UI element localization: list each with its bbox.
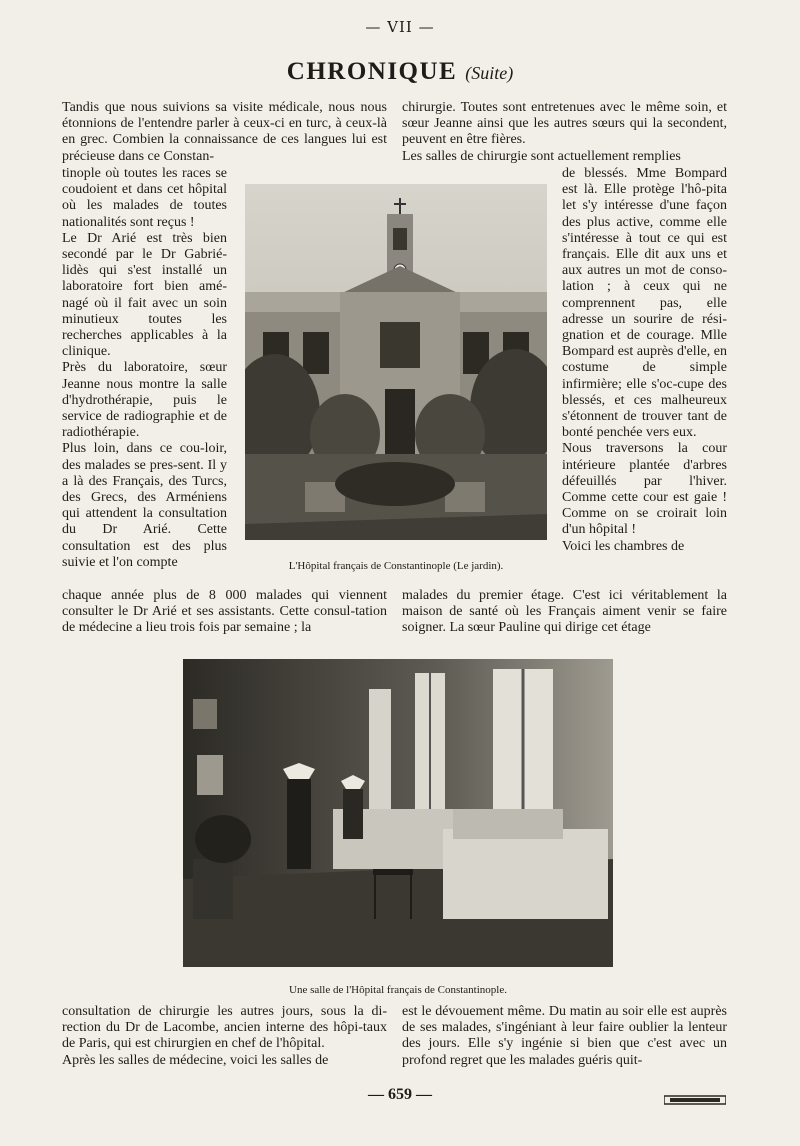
- left-column-wrap-text: tinople où toutes les races se coudoient et dans cet hôpital où les malades de toutes nationalités sont reçus ! Le Dr Arié est très bien secondé par le Dr Gabrié-lidès qui s'est installé un laboratoire fort bien amé-nagé où il fait avec un soin minutieux toutes les recherches applicables à la clinique. Près du laboratoire, sœur Jeanne nous montre la salle d'hydrothérapie, puis le service de radiographie et de radiothérapie. Plus loin, dans ce cou-loir, des malades se pres-sent. Il y a là des Français, des Turcs, des Grecs, des Arméniens qui attendent la consultation du Dr Arié. Cette consultation est des plus suivie et l'on compte: [62, 166, 227, 570]
- printer-mark: [664, 1094, 726, 1106]
- left-column-bottom-text: chaque année plus de 8 000 malades qui viennent consulter le Dr Arié et ses assistants. Cette consul-tation de médecine a lieu trois fois par semaine ; la: [62, 588, 387, 636]
- left-column-top-text: Tandis que nous suivions sa visite médicale, nous nous étonnions de l'entendre parler à ceux-ci en turc, à ceux-là en grec. Combien la connaissance de ces langues lui est précieuse dans ce Constan-: [62, 100, 387, 164]
- right-column-top-text: chirurgie. Toutes sont entretenues avec le même soin, et sœur Jeanne ainsi que les autres sœurs qui la secondent, peuvent en être fières. Les salles de chirurgie sont actuellement remplies: [402, 100, 727, 164]
- left-column-after-photo-text: consultation de chirurgie les autres jours, sous la di-rection du Dr de Lacombe, ancien interne des hôpi-taux de Paris, qui est chirurgien en chef de l'hôpital. Après les salles de médecine, voici les salles de: [62, 1004, 387, 1068]
- right-column-after-photo-text: est le dévouement même. Du matin au soir elle est auprès de ses malades, s'ingéniant à leur faire oublier la lenteur des jours. Elle s'y ingénie si bien que c'est avec un profond regret que les malades guéris quit-: [402, 1004, 727, 1068]
- hospital-ward-photo: [183, 659, 613, 967]
- roman-numeral: — VII —: [365, 18, 435, 36]
- hospital-ward-illustration: [183, 659, 613, 967]
- ward-photo-caption: Une salle de l'Hôpital français de Constantinople.: [289, 984, 507, 996]
- garden-photo-caption: L'Hôpital français de Constantinople (Le jardin).: [288, 560, 504, 572]
- title-main: CHRONIQUE: [286, 58, 458, 85]
- right-column-wrap-text: de blessés. Mme Bompard est là. Elle protège l'hô-pita let s'y intéresse d'une façon des plus active, comme elle s'intéresse à tout ce qui est français. Elle dit aux uns et aux autres un mot de conso-lation ; à ceux qui ne comprennent pas, elle adresse un sourire de rési-gnation et de courage. Mlle Bompard est auprès d'elle, en costume de simple infirmière; elle s'oc-cupe des blessés, et ces malheureux s'étonnent de trouver tant de bonté penchée vers eux. Nous traversons la cour intérieure plantée d'arbres défeuillés par l'hiver. Comme cette cour est gaie ! Comme on se croirait loin d'un hôpital ! Voici les chambres de: [562, 166, 727, 554]
- hospital-garden-illustration: [245, 184, 547, 540]
- hospital-garden-photo: [245, 184, 547, 540]
- page-number: — 659 —: [368, 1086, 432, 1103]
- right-column-bottom-text: malades du premier étage. C'est ici véritablement la maison de santé où les Français aiment venir se faire soigner. La sœur Pauline qui dirige cet étage: [402, 588, 727, 636]
- title-subtitle: (Suite): [465, 63, 514, 83]
- page-title: [0, 58, 800, 86]
